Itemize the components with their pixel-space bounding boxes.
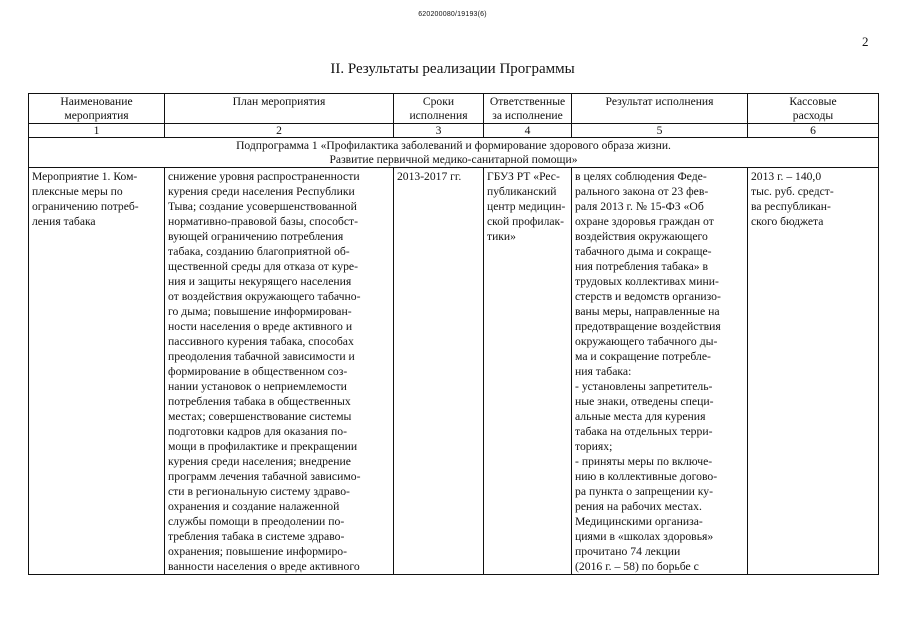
text-line: ванности населения о вреде активного xyxy=(168,560,360,573)
header-cell xyxy=(572,94,748,124)
text-line: публиканский xyxy=(487,185,557,198)
text-line: ния табака: xyxy=(575,365,632,378)
text-line: раля 2013 г. № 15-ФЗ «Об xyxy=(575,200,704,213)
text-line: мероприятия xyxy=(64,109,129,122)
text-line: ности населения о вреде активного и xyxy=(168,320,353,333)
text-line: Кассовые xyxy=(789,95,837,108)
subprogram-row xyxy=(29,138,879,168)
section-title: II. Результаты реализации Программы xyxy=(330,61,575,77)
text-line: нании установок о неприемлемости xyxy=(168,380,347,393)
text-line: ления табака xyxy=(32,215,96,228)
text-line: прочитано 74 лекции xyxy=(575,545,681,558)
text-line: курения среди населения; внедрение xyxy=(168,455,351,468)
measure-name-cell xyxy=(29,168,165,575)
text-line: расходы xyxy=(792,109,834,122)
column-number: 4 xyxy=(484,124,572,138)
text-line: нормативно-правовой базы, способст- xyxy=(168,215,359,228)
text-line: исполнения xyxy=(409,109,468,122)
text-line: охранения; повышение информиро- xyxy=(168,545,348,558)
text-line: Тыва; создание усовершенствованной xyxy=(168,200,357,213)
text-line: за исполнение xyxy=(492,109,563,122)
text-line: альные места для курения xyxy=(575,410,706,423)
text-line: воздействия окружающего xyxy=(575,230,708,243)
text-line: нию в коллективные догово- xyxy=(575,470,718,483)
text-line: Ответственные xyxy=(489,95,566,108)
text-line: Наименование xyxy=(60,95,133,108)
expenses-cell xyxy=(748,168,879,575)
text-line: ГБУЗ РТ «Рес- xyxy=(487,170,560,183)
text-line: Мероприятие 1. Ком- xyxy=(32,170,138,183)
text-line: табачного дыма и сокраще- xyxy=(575,245,712,258)
text-line: центр медицин- xyxy=(487,200,566,213)
text-line: 2013 г. – 140,0 xyxy=(751,170,822,183)
text-line: трудовых коллективах мини- xyxy=(575,275,719,288)
results-table xyxy=(28,93,879,575)
text-line: рального закона от 23 фев- xyxy=(575,185,709,198)
text-line: Результат исполнения xyxy=(605,95,714,108)
subprogram-line: Подпрограмма 1 «Профилактика заболеваний и формирование здорового образа жизни. xyxy=(236,139,671,152)
text-line: предотвращение воздействия xyxy=(575,320,721,333)
text-line: ные знаки, отведены специ- xyxy=(575,395,714,408)
text-line: План мероприятия xyxy=(232,95,326,108)
text-line: - установлены запретитель- xyxy=(575,380,713,393)
text-line: охранения и создание налаженной xyxy=(168,500,340,513)
header-cell xyxy=(484,94,572,124)
text-line: потребления табака в общественных xyxy=(168,395,351,408)
text-line: ва республикан- xyxy=(751,200,831,213)
page-number: 2 xyxy=(862,34,869,49)
text-line: ского бюджета xyxy=(751,215,824,228)
text-line: - приняты меры по включе- xyxy=(575,455,713,468)
responsible-cell xyxy=(484,168,572,575)
text-line: ваны меры, направленные на xyxy=(575,305,720,318)
plan-cell xyxy=(165,168,394,575)
text-line: программ лечения табачной зависимо- xyxy=(168,470,361,483)
subprogram-line: Развитие первичной медико-санитарной помощи» xyxy=(329,153,578,166)
text-line: мощи в профилактике и прекращении xyxy=(168,440,358,453)
text-line: ра пункта о запрещении ку- xyxy=(575,485,714,498)
text-line: тыс. руб. средст- xyxy=(751,185,834,198)
text-line: в целях соблюдения Феде- xyxy=(575,170,707,183)
table-header-row xyxy=(29,94,879,124)
column-number: 3 xyxy=(394,124,484,138)
text-line: требления табака в системе здраво- xyxy=(168,530,345,543)
text-line: ториях; xyxy=(575,440,613,453)
header-cell xyxy=(394,94,484,124)
text-line: плексные меры по xyxy=(32,185,123,198)
text-line: циями в «школах здоровья» xyxy=(575,530,714,543)
text-line: ма и сокращение потребле- xyxy=(575,350,711,363)
text-line: сти в региональную систему здраво- xyxy=(168,485,350,498)
table-row xyxy=(29,168,879,575)
text-line: окружающего табачного ды- xyxy=(575,335,718,348)
column-number: 6 xyxy=(748,124,879,138)
column-number: 1 xyxy=(29,124,165,138)
text-line: ской профилак- xyxy=(487,215,565,228)
text-line: от воздействия окружающего табачно- xyxy=(168,290,361,303)
result-cell xyxy=(572,168,748,575)
text-line: щественной среды для отказа от куре- xyxy=(168,260,359,273)
text-line: Сроки xyxy=(422,95,455,108)
document-code: 620200080/19193(6) xyxy=(418,11,487,18)
text-line: стерств и ведомств организо- xyxy=(575,290,721,303)
text-line: табака на отдельных терри- xyxy=(575,425,713,438)
column-number: 5 xyxy=(572,124,748,138)
text-line: тики» xyxy=(487,230,516,243)
text-line: (2016 г. – 58) по борьбе с xyxy=(575,560,699,573)
column-number-row xyxy=(29,124,879,138)
term-cell xyxy=(394,168,484,575)
header-cell xyxy=(29,94,165,124)
text-line: рения на рабочих местах. xyxy=(575,500,702,513)
text-line: табака, созданию благоприятной об- xyxy=(168,245,350,258)
text-line: службы помощи в преодолении по- xyxy=(168,515,345,528)
header-cell xyxy=(165,94,394,124)
text-line: вующей ограничению потребления xyxy=(168,230,344,243)
text-line: ограничению потреб- xyxy=(32,200,139,213)
text-line: местах; совершенствование системы xyxy=(168,410,352,423)
text-line: охране здоровья граждан от xyxy=(575,215,714,228)
text-line: Медицинскими организа- xyxy=(575,515,703,528)
text-line: ния и защиты некурящего населения xyxy=(168,275,352,288)
text-line: подготовки кадров для оказания по- xyxy=(168,425,348,438)
text-line: ния потребления табака» в xyxy=(575,260,709,273)
text-line: преодоления табачной зависимости и xyxy=(168,350,355,363)
column-number: 2 xyxy=(165,124,394,138)
text-line: снижение уровня распространенности xyxy=(168,170,360,183)
header-cell xyxy=(748,94,879,124)
term-text: 2013-2017 гг. xyxy=(397,170,462,183)
text-line: пассивного курения табака, способах xyxy=(168,335,354,348)
text-line: го дыма; повышение информирован- xyxy=(168,305,352,318)
text-line: курения среди населения Республики xyxy=(168,185,355,198)
text-line: формирование в общественном соз- xyxy=(168,365,348,378)
subprogram-heading xyxy=(29,138,879,168)
